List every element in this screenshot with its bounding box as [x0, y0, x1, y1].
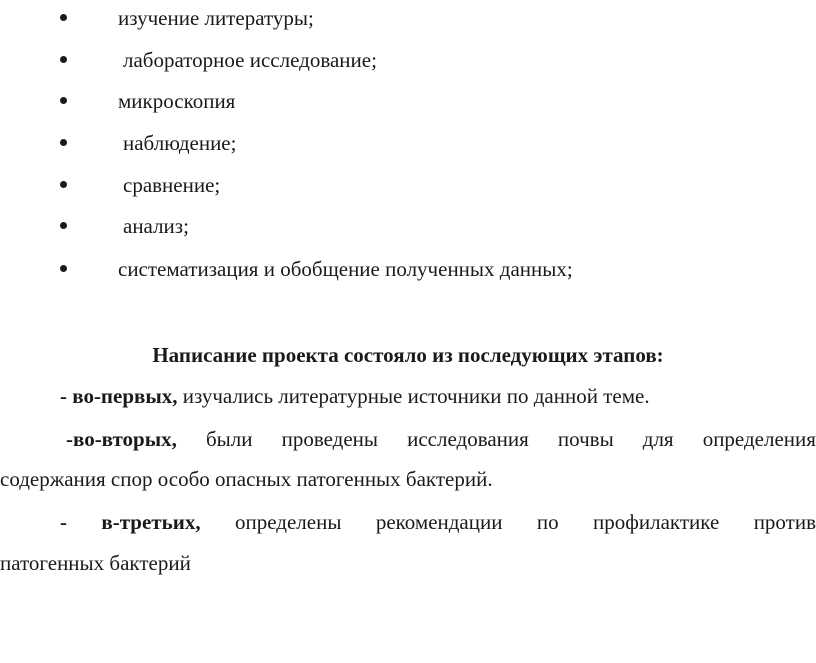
step-third-label: в-третьих,: [101, 510, 201, 534]
section-heading: Написание проекта состояло из последующих этапов:: [152, 343, 664, 367]
step-third-word: по: [536, 510, 559, 534]
list-item: [0, 128, 816, 158]
step-second-word: исследования: [407, 427, 529, 451]
step-third-word: определены: [235, 510, 342, 534]
step-third-dash: -: [60, 510, 67, 534]
step-third-line1: [60, 507, 816, 537]
step-second-word: были: [205, 427, 253, 451]
step-second-word: определения: [702, 427, 816, 451]
list-item-text: лабораторное исследование;: [123, 48, 377, 72]
list-item-text: изучение литературы;: [118, 6, 314, 30]
list-item-text: наблюдение;: [123, 131, 237, 155]
bullet-icon: [60, 222, 67, 229]
bullet-icon: [60, 139, 67, 146]
step-second-word: почвы: [557, 427, 614, 451]
step-second-label: -во-вторых,: [66, 427, 177, 451]
list-item: [0, 211, 816, 241]
step-third-line2: патогенных бактерий: [0, 551, 191, 575]
list-item: [0, 170, 816, 200]
list-item: [0, 45, 816, 75]
step-third-word: рекомендации: [375, 510, 503, 534]
list-item-text: систематизация и обобщение полученных данных;: [118, 257, 573, 281]
bullet-icon: [60, 181, 67, 188]
step-second-word: проведены: [281, 427, 379, 451]
step-first: [60, 381, 650, 411]
bullet-icon: [60, 56, 67, 63]
bullet-icon: [60, 97, 67, 104]
step-second-line2: содержания спор особо опасных патогенных бактерий.: [0, 467, 493, 491]
list-item-text: микроскопия: [118, 89, 236, 113]
list-item-text: анализ;: [123, 214, 189, 238]
list-item: [0, 3, 816, 33]
bullet-icon: [60, 14, 67, 21]
step-third-word: профилактике: [593, 510, 720, 534]
list-item: [0, 254, 816, 284]
list-item-text: сравнение;: [123, 173, 221, 197]
bullet-icon: [60, 265, 67, 272]
step-second-word: для: [642, 427, 674, 451]
step-first-text: изучались литературные источники по данной теме.: [182, 384, 650, 408]
step-first-label: - во-первых,: [60, 384, 178, 408]
step-third-word: против: [753, 510, 816, 534]
list-item: [0, 86, 816, 116]
step-second-line1: [66, 424, 816, 454]
